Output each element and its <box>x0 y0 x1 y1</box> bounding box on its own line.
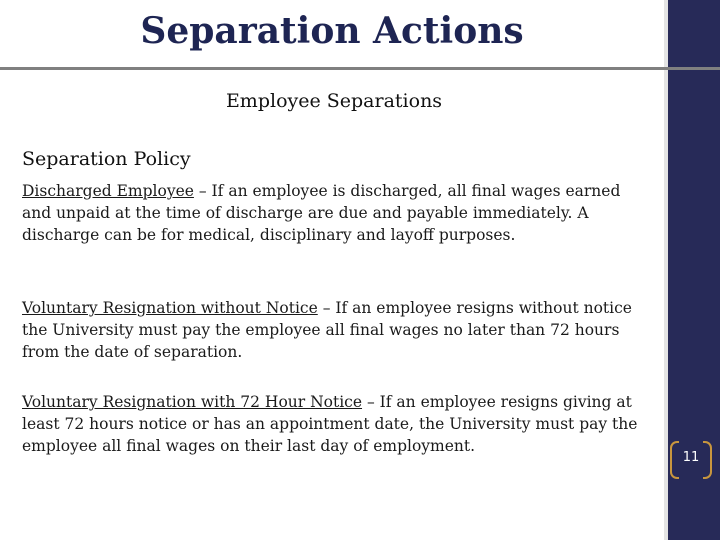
right-bracket-icon <box>703 441 712 479</box>
policy-term: Voluntary Resignation with 72 Hour Notice <box>22 393 363 411</box>
policy-term: Discharged Employee <box>22 182 194 200</box>
page-number: 11 <box>682 450 700 465</box>
policy-paragraph-discharged <box>22 180 652 246</box>
policy-text: – If an employee resigns without notice the University must pay the employee all final wages no later than 72 hours from the date of separation. <box>22 299 632 361</box>
slide-subtitle: Employee Separations <box>225 90 443 112</box>
policy-paragraph-resign-no-notice <box>22 297 652 363</box>
page-number-badge <box>666 441 716 477</box>
policy-text: – If an employee is discharged, all final wages earned and unpaid at the time of discharge are due and payable immediately. A discharge can be for medical, disciplinary and layoff purposes. <box>22 182 621 244</box>
slide-title: Separation Actions <box>140 10 524 52</box>
section-heading: Separation Policy <box>22 148 191 170</box>
policy-paragraph-resign-72h-notice <box>22 391 652 457</box>
policy-text: – If an employee resigns giving at least 72 hours notice or has an appointment date, the University must pay the employee all final wages on their last day of employment. <box>22 393 638 455</box>
title-divider <box>0 67 720 70</box>
policy-term: Voluntary Resignation without Notice <box>22 299 318 317</box>
